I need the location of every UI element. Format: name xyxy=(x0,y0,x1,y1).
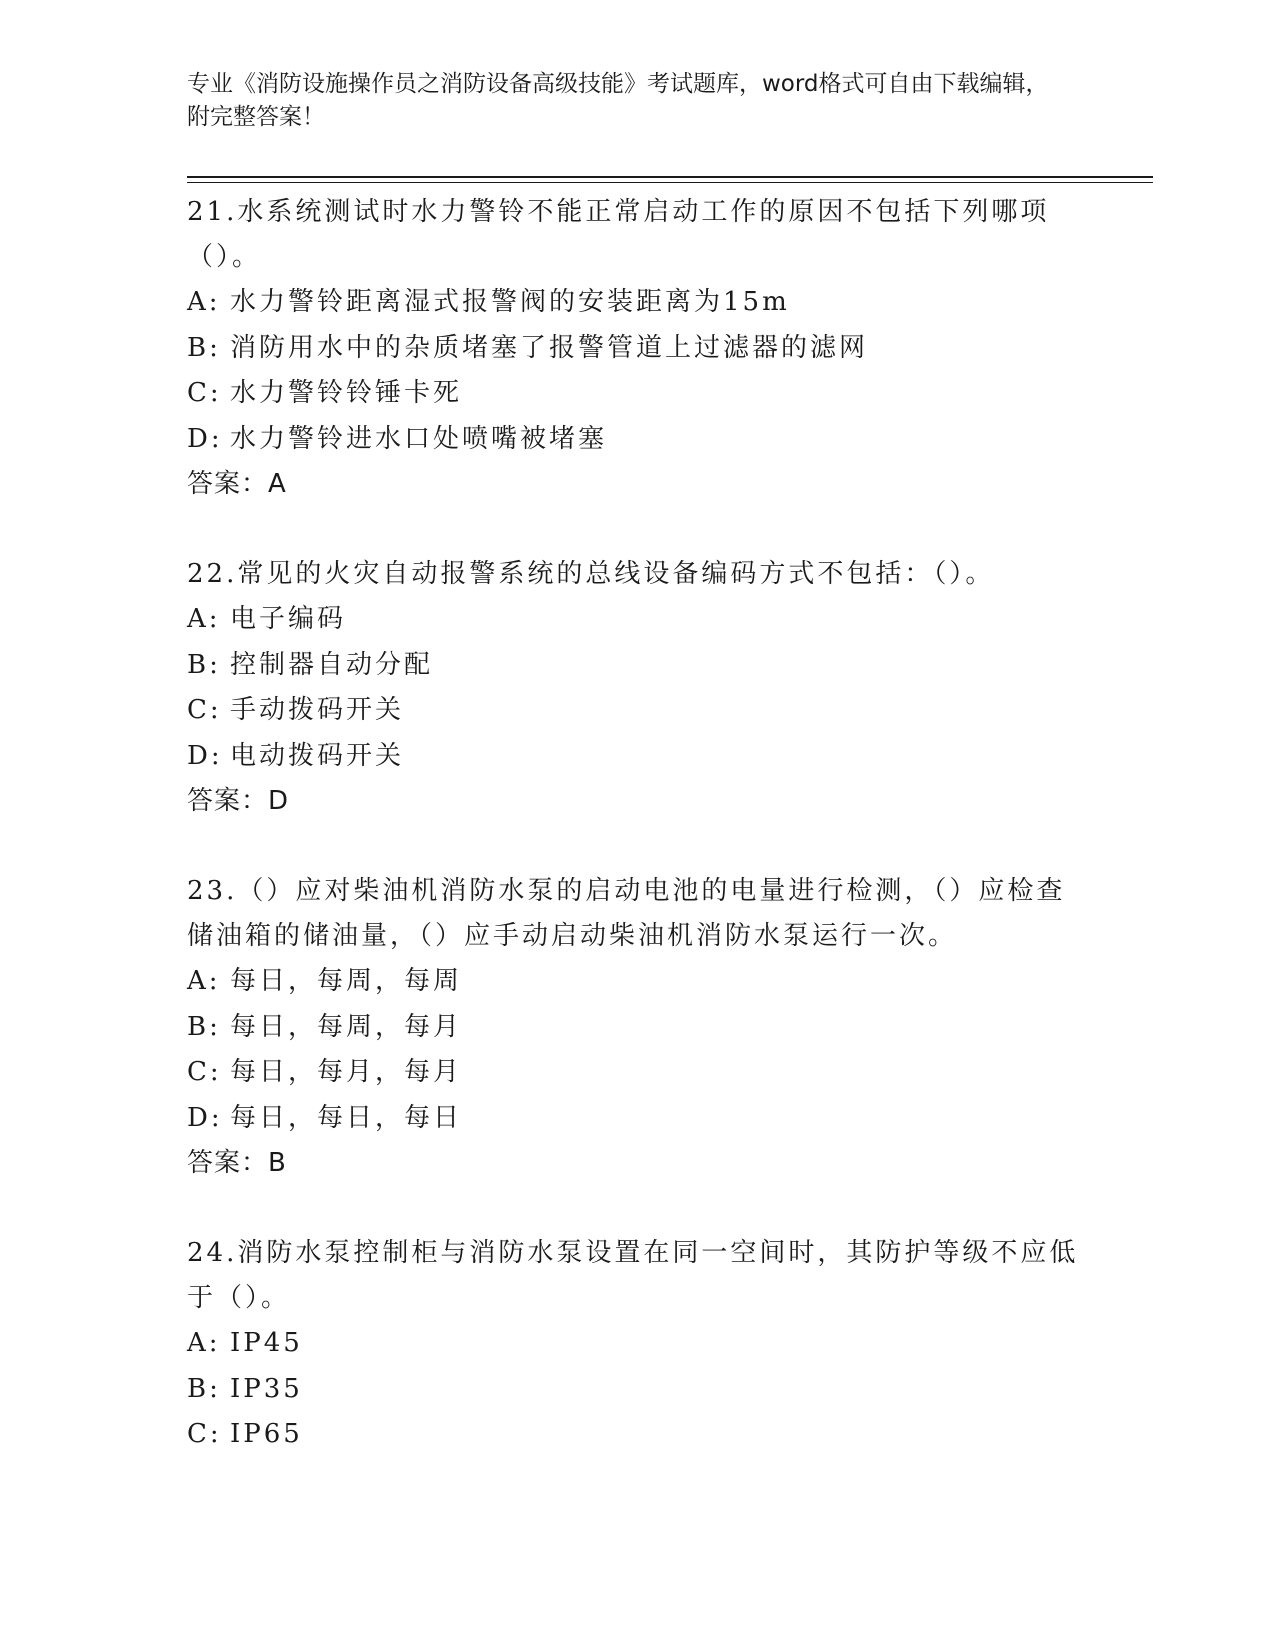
option-d xyxy=(187,734,1087,780)
option-text: 每日，每周，每月 xyxy=(230,1011,463,1042)
option-letter: D: xyxy=(187,423,223,454)
answer-line: 答案：D xyxy=(187,786,290,816)
question-text xyxy=(187,552,1087,597)
option-letter: D: xyxy=(187,740,223,771)
question-list xyxy=(187,190,1087,1503)
question-stem: （）应对柴油机消防水泵的启动电池的电量进行检测，（）应检查储油箱的储油量，（）应手动启动柴油机消防水泵运行一次。 xyxy=(187,876,1066,951)
option-b xyxy=(187,326,1087,372)
option-text: IP45 xyxy=(230,1328,303,1358)
option-b xyxy=(187,1367,1087,1413)
option-letter: A: xyxy=(187,604,221,634)
option-text: 消防用水中的杂质堵塞了报警管道上过滤器的滤网 xyxy=(230,332,869,363)
answer-line: 答案：A xyxy=(187,469,287,499)
option-a xyxy=(187,959,1087,1005)
option-letter: C: xyxy=(187,378,222,408)
header-intro: 专业《消防设施操作员之消防设备高级技能》考试题库，word格式可自由下载编辑，附完整答案！ xyxy=(187,71,1049,130)
option-a xyxy=(187,1321,1087,1367)
question-text xyxy=(187,869,1087,959)
option-letter: C: xyxy=(187,1419,222,1449)
option-c xyxy=(187,688,1087,734)
question-24 xyxy=(187,1231,1087,1458)
option-letter: A: xyxy=(187,1328,221,1358)
option-text: 控制器自动分配 xyxy=(230,649,434,680)
option-letter: B: xyxy=(187,1373,221,1404)
question-stem: 水系统测试时水力警铃不能正常启动工作的原因不包括下列哪项（）。 xyxy=(187,197,1050,272)
question-text xyxy=(187,190,1087,280)
question-number: 21. xyxy=(187,197,238,227)
header-rule-thin xyxy=(187,182,1153,183)
option-text: 每日，每周，每周 xyxy=(230,966,463,996)
document-header xyxy=(187,68,1067,134)
question-stem: 常见的火灾自动报警系统的总线设备编码方式不包括：（）。 xyxy=(237,559,995,589)
option-letter: A: xyxy=(187,287,221,317)
option-letter: B: xyxy=(187,332,221,363)
option-text: 电动拨码开关 xyxy=(230,740,405,771)
option-text: IP65 xyxy=(230,1419,303,1449)
option-d xyxy=(187,1096,1087,1142)
question-number: 22. xyxy=(187,559,238,589)
option-text: 手动拨码开关 xyxy=(230,695,405,725)
option-b xyxy=(187,643,1087,689)
question-21 xyxy=(187,190,1087,507)
option-text: 水力警铃铃锤卡死 xyxy=(230,378,463,408)
option-a xyxy=(187,597,1087,643)
question-number: 24. xyxy=(187,1238,238,1268)
option-c xyxy=(187,1050,1087,1096)
option-letter: B: xyxy=(187,1011,221,1042)
option-c xyxy=(187,371,1087,417)
option-letter: A: xyxy=(187,966,221,996)
option-text: IP35 xyxy=(230,1373,303,1404)
question-23 xyxy=(187,869,1087,1186)
question-text xyxy=(187,1231,1087,1321)
option-letter: B: xyxy=(187,649,221,680)
option-letter: C: xyxy=(187,1057,222,1087)
option-text: 每日，每日，每日 xyxy=(230,1102,463,1133)
question-stem: 消防水泵控制柜与消防水泵设置在同一空间时，其防护等级不应低于（）。 xyxy=(187,1238,1079,1313)
option-text: 水力警铃距离湿式报警阀的安装距离为15m xyxy=(230,287,790,317)
question-number: 23. xyxy=(187,876,238,906)
option-text: 水力警铃进水口处喷嘴被堵塞 xyxy=(230,423,608,454)
option-c xyxy=(187,1412,1087,1458)
option-d xyxy=(187,417,1087,463)
option-text: 每日，每月，每月 xyxy=(230,1057,463,1087)
question-22 xyxy=(187,552,1087,824)
option-b xyxy=(187,1005,1087,1051)
option-letter: C: xyxy=(187,695,222,725)
option-a xyxy=(187,280,1087,326)
option-letter: D: xyxy=(187,1102,223,1133)
option-text: 电子编码 xyxy=(230,604,347,634)
answer-line: 答案：B xyxy=(187,1148,287,1178)
header-rule-thick xyxy=(187,176,1153,178)
